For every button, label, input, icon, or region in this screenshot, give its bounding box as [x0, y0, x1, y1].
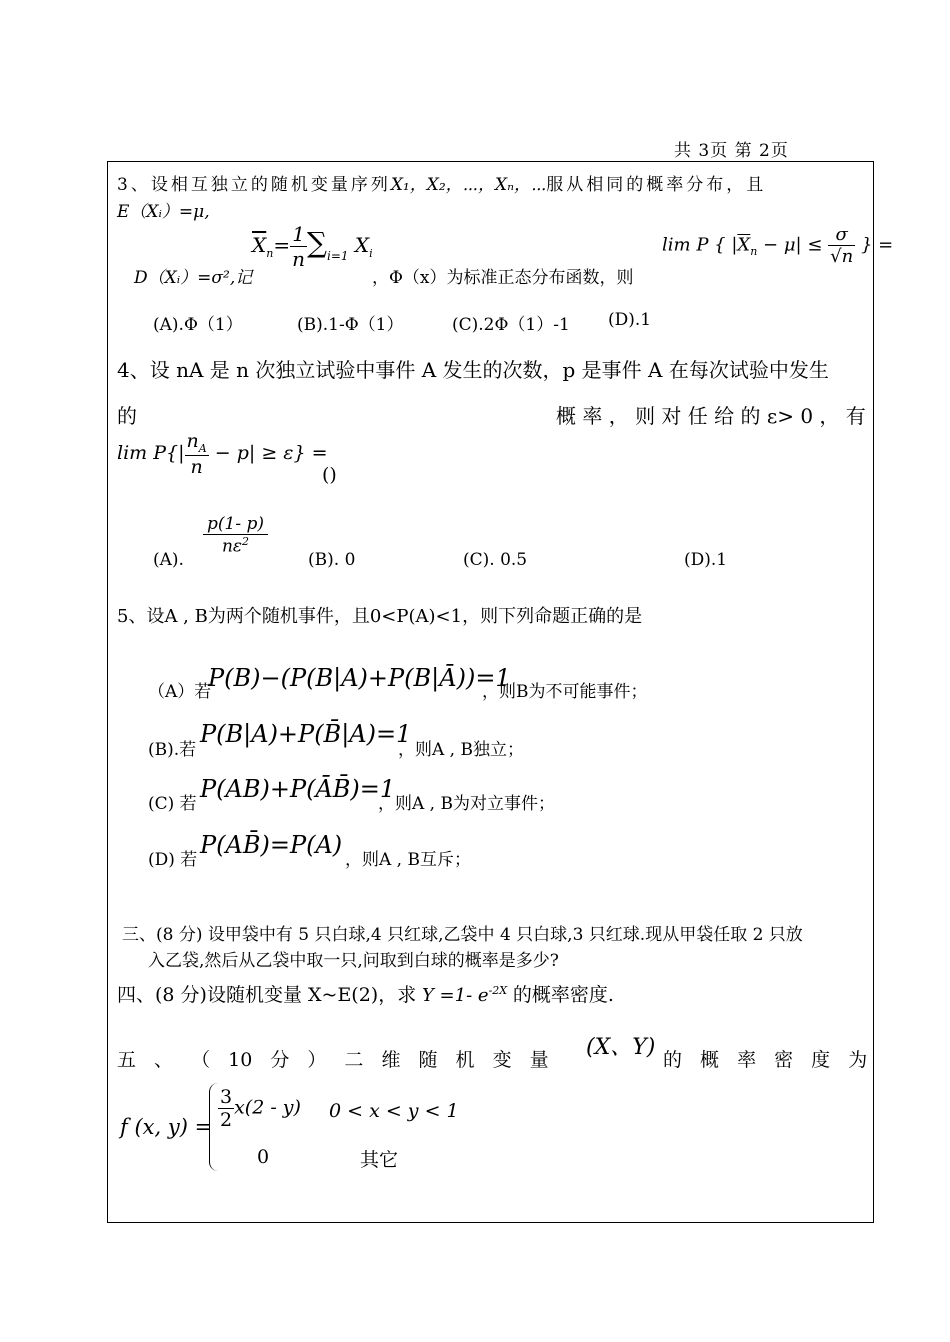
- q4-option-c: (C). 0.5: [463, 550, 528, 570]
- q5-option-b-pre: (B).若: [148, 740, 197, 760]
- q4-option-b: (B). 0: [308, 550, 356, 570]
- q3-option-c: (C).2Φ（1）-1: [452, 315, 570, 335]
- q5-option-a-post: ，则B为不可能事件；: [482, 682, 648, 702]
- q3-option-b: (B).1-Φ（1）: [297, 315, 404, 335]
- q5-option-a-formula: P(B)−(P(B|A)+P(B|Ā))=1: [208, 664, 511, 692]
- section3-line1: 三、(8 分) 设甲袋中有 5 只白球,4 只红球,乙袋中 4 只白球,3 只红球.现从甲袋任取 2 只放: [122, 925, 803, 945]
- q5-option-b-formula: P(B|A)+P(B̄|A)=1: [200, 720, 412, 748]
- q4-option-a-formula: $\frac{p(1- p)}{n\varepsilon^2}$: [203, 514, 268, 557]
- section4-text: 四、(8 分)设随机变量 X~E(2)，求 Y =1- $e^{-2X}$ 的概率密度.: [117, 984, 614, 1006]
- q5-option-d-formula: P(AB̄)=P(A): [200, 831, 343, 859]
- section3-line2: 入乙袋,然后从乙袋中取一只,问取到白球的概率是多少?: [148, 951, 559, 971]
- xbar-formula: $\overline{X}_n=$ $\frac{1}{n}$ $\sum_{i=1}$ $X_i$: [252, 222, 373, 271]
- q5-option-c-formula: P(AB)+P(ĀB̄)=1: [200, 775, 396, 803]
- q3-line3b: ，Φ（x）为标准正态分布函数，则: [372, 268, 634, 288]
- q3-option-d: (D).1: [608, 310, 652, 330]
- page-counter: 共 3页 第 2页: [674, 141, 789, 161]
- section5-text-b: 的 概 率 密 度 为: [663, 1049, 868, 1071]
- pdf-case2-val: 0: [257, 1146, 270, 1168]
- section5-text: 五 、 （ 10 分 ） 二 维 随 机 变 量: [117, 1049, 549, 1071]
- q3-option-a: (A).Φ（1）: [153, 315, 243, 335]
- q4-blank: (): [322, 464, 337, 486]
- q4-limit-formula: lim P{| $\frac{n_A}{n}$ − p| ≥ ε} =: [117, 430, 328, 478]
- q4-line2a: 的: [117, 404, 137, 428]
- q5-option-c-pre: (C) 若: [148, 794, 197, 814]
- section5-xy: (X、Y): [586, 1035, 656, 1060]
- q5-option-d-pre: (D) 若: [148, 850, 198, 870]
- pdf-case2-cond: 其它: [360, 1149, 399, 1171]
- pdf-case1-cond: 0 < x < y < 1: [329, 1100, 459, 1122]
- q4-option-d: (D).1: [684, 550, 728, 570]
- q4-line1: 4、设 nA 是 n 次独立试验中事件 A 发生的次数，p 是事件 A 在每次试验中发生: [117, 358, 829, 382]
- limit-formula: lim P { $|\overline{X}_n - \mu|$ ≤ $\frac{\sigma}{√n}$ } =: [662, 224, 894, 267]
- q5-option-a-pre: （A）若: [148, 682, 212, 702]
- q4-option-a: (A).: [153, 550, 184, 570]
- q5-stem: 5、设A , B为两个随机事件，且0<P(A)<1，则下列命题正确的是: [117, 606, 643, 627]
- pdf-brace: [209, 1083, 218, 1171]
- q4-line2b: 概 率 ， 则 对 任 给 的 ε> 0 ， 有: [556, 404, 866, 428]
- q5-option-b-post: ，则A , B独立；: [398, 740, 524, 760]
- q5-option-d-post: ，则A , B互斥；: [345, 850, 471, 870]
- q3-line1: 3、设相互独立的随机变量序列X₁，X₂，⋯，Xₙ，⋯服从相同的概率分布，且: [117, 175, 767, 195]
- q5-option-c-post: ，则A , B为对立事件；: [378, 794, 555, 814]
- q3-line2: E（Xᵢ）=μ,: [117, 202, 210, 222]
- q3-line3: D（Xᵢ）=σ²,记: [134, 268, 253, 288]
- pdf-lhs: f (x, y) =: [120, 1115, 213, 1139]
- pdf-case1: $\frac{3}{2}$ x(2 - y): [220, 1086, 301, 1131]
